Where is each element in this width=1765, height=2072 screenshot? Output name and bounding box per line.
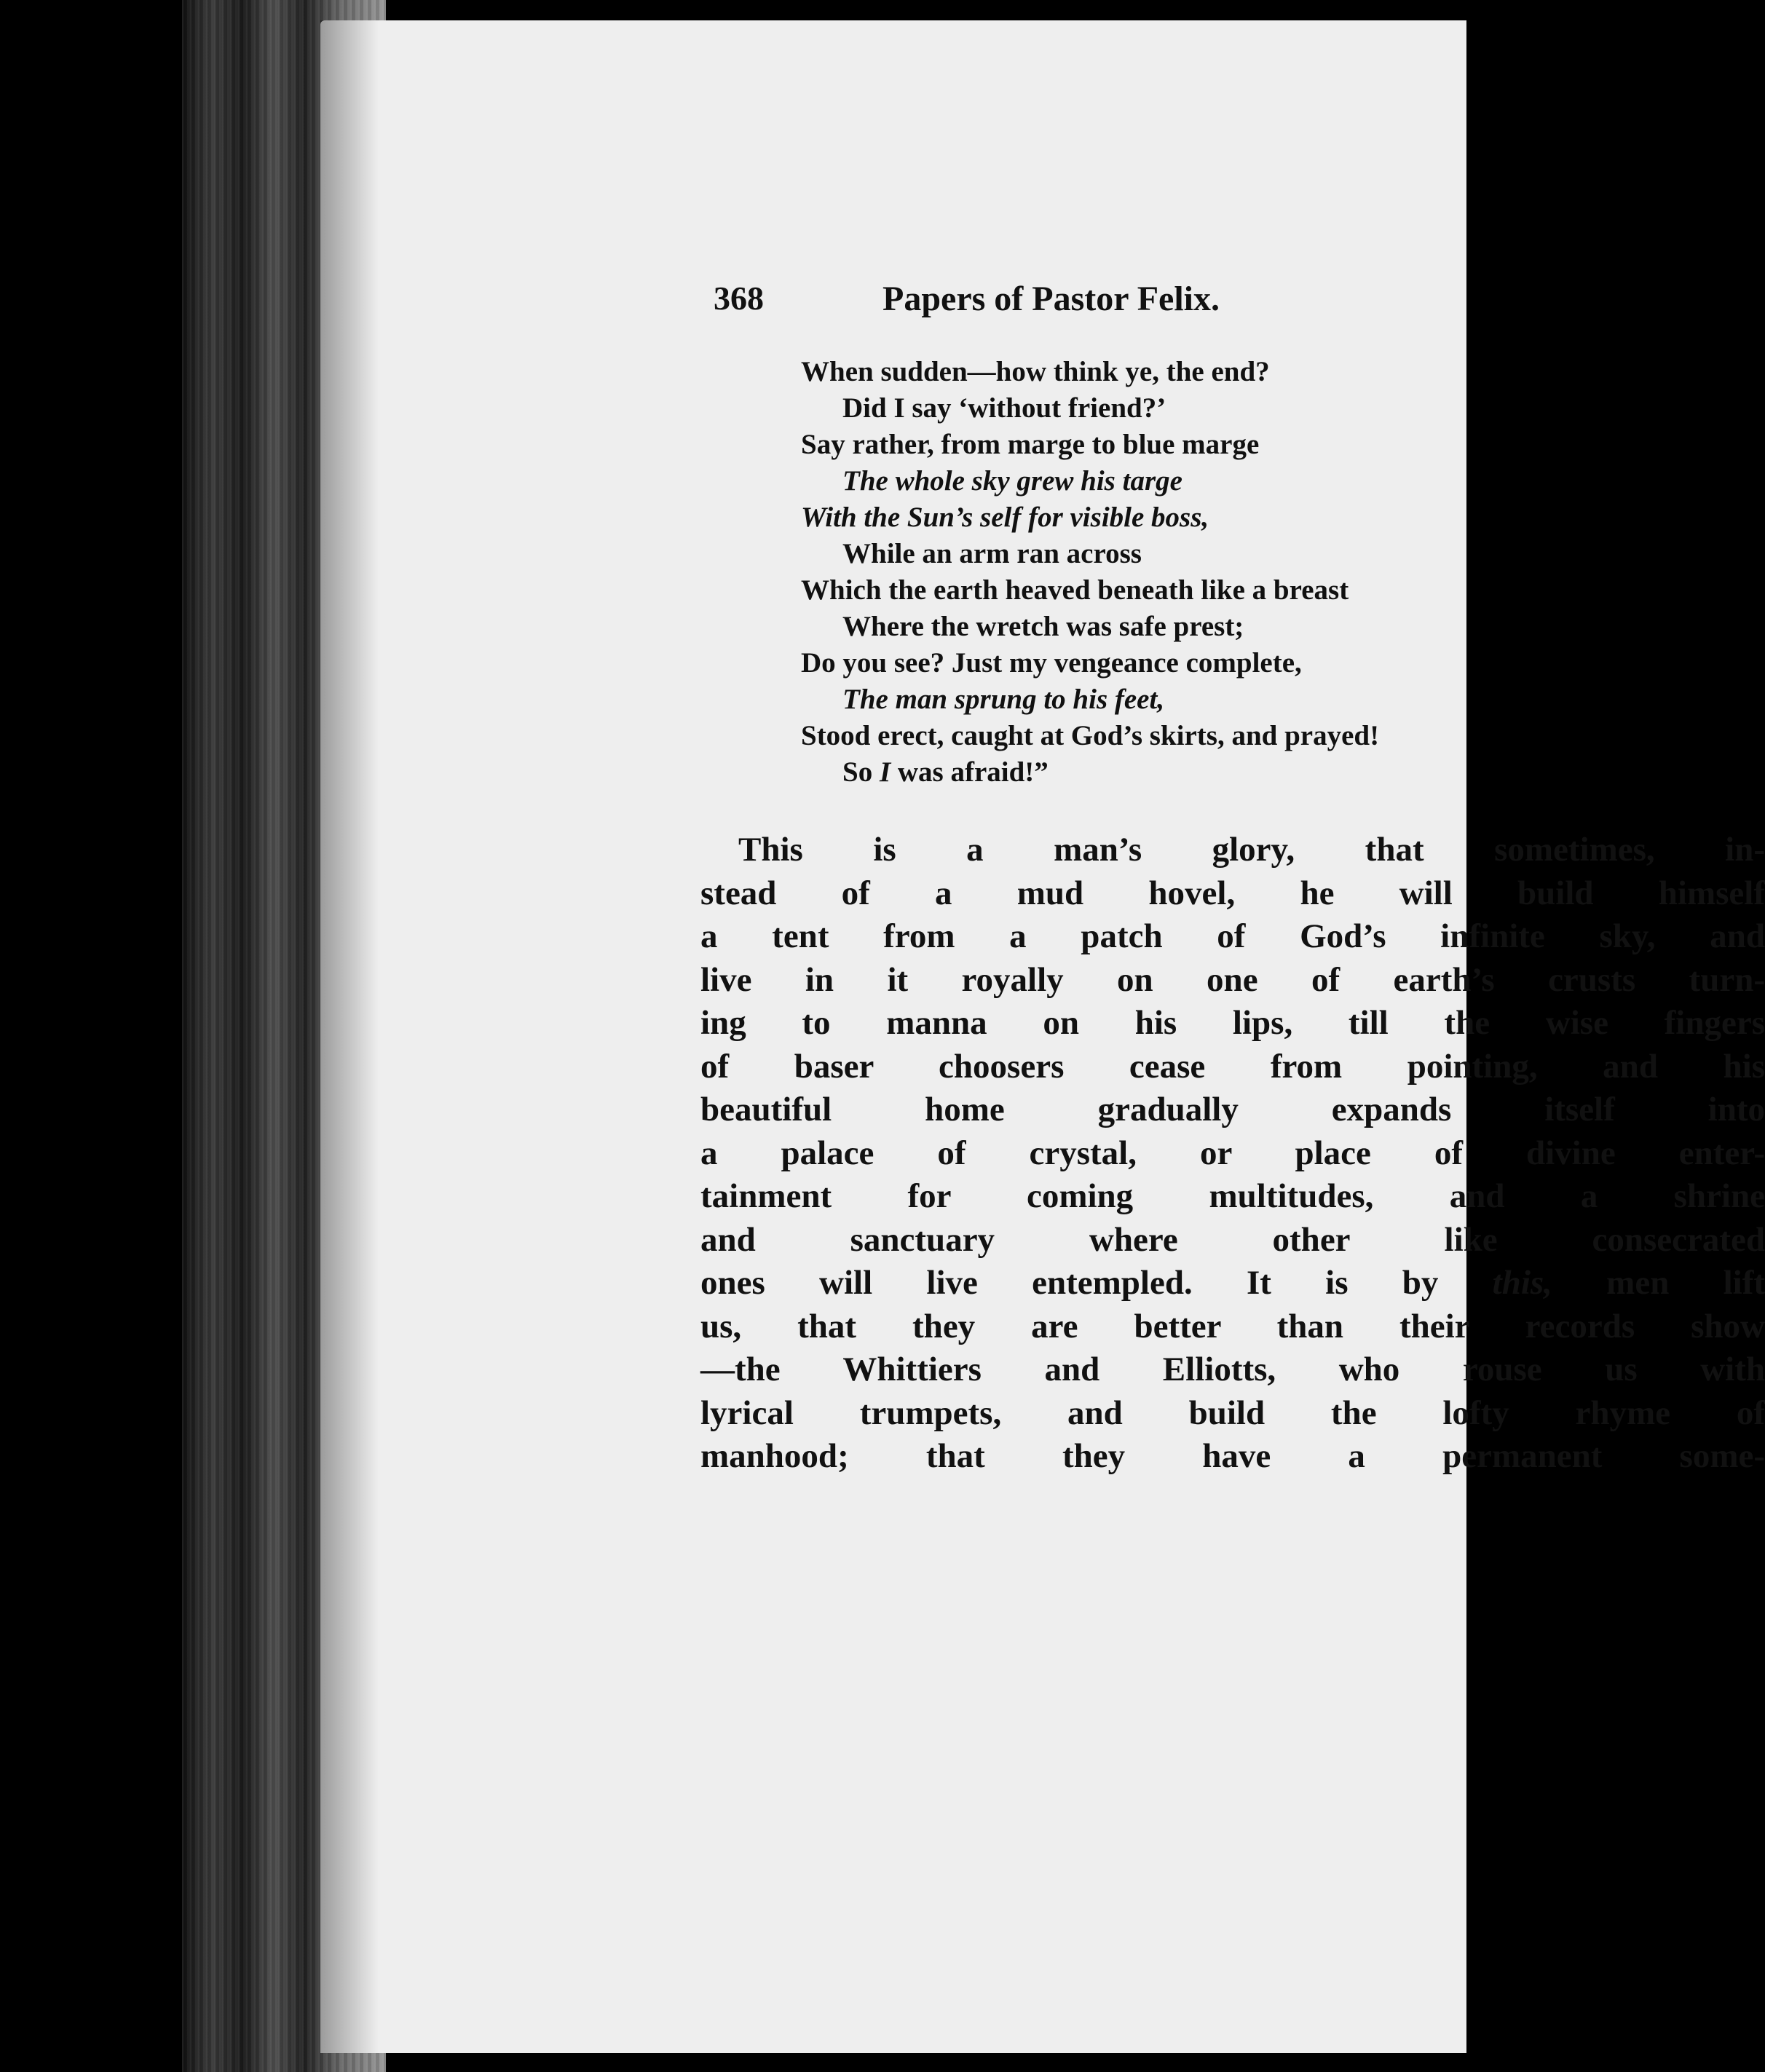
page-number: 368 xyxy=(714,280,764,317)
prose-line: and sanctuary where other like consecrated xyxy=(700,1220,1765,1259)
prose-line: lyrical trumpets, and build the lofty rhyme of xyxy=(700,1393,1765,1432)
poem-line: Where the wretch was safe prest; xyxy=(842,611,1244,642)
prose-line: of baser choosers cease from pointing, and his xyxy=(700,1047,1765,1086)
prose-paragraph xyxy=(700,829,1765,1479)
poem-line: The man sprung to his feet, xyxy=(842,684,1165,715)
poem-line: Did I say ‘without friend?’ xyxy=(842,392,1166,424)
poem-line: So I was afraid!” xyxy=(842,756,1049,788)
running-header xyxy=(320,279,1466,323)
prose-line: manhood; that they have a permanent some- xyxy=(700,1437,1765,1475)
prose-line: beautiful home gradually expands itself into xyxy=(700,1091,1765,1128)
poem-line: While an arm ran across xyxy=(842,538,1142,569)
emphasis-word: this, xyxy=(1492,1264,1552,1302)
prose-line: tainment for coming multitudes, and a shrine xyxy=(700,1177,1765,1215)
prose-line: This is a man’s glory, that sometimes, in- xyxy=(738,831,1765,869)
poem-line: The whole sky grew his targe xyxy=(842,465,1182,497)
poem-line: When sudden—how think ye, the end? xyxy=(801,356,1270,387)
poem-line: Stood erect, caught at God’s skirts, and prayed! xyxy=(801,720,1380,751)
prose-line: a palace of crystal, or place of divine enter- xyxy=(700,1134,1765,1172)
prose-line: us, that they are better than their records show xyxy=(700,1307,1765,1345)
poem-line: Which the earth heaved beneath like a breast xyxy=(801,574,1349,606)
prose-line: ones will live entempled. It is by this, men lift xyxy=(700,1264,1765,1302)
poem-line: Do you see? Just my vengeance complete, xyxy=(801,647,1302,679)
poem-line: Say rather, from marge to blue marge xyxy=(801,429,1260,460)
running-title: Papers of Pastor Felix. xyxy=(883,280,1220,318)
prose-line: a tent from a patch of God’s infinite sky, and xyxy=(700,917,1765,955)
poem-line: With the Sun’s self for visible boss, xyxy=(801,502,1209,533)
prose-line: —the Whittiers and Elliotts, who rouse us with xyxy=(700,1351,1765,1388)
prose-line: stead of a mud hovel, he will build himself xyxy=(700,874,1765,912)
book-page xyxy=(320,20,1765,2053)
prose-line: live in it royally on one of earth’s crusts turn- xyxy=(700,960,1765,999)
prose-line: ing to manna on his lips, till the wise fingers xyxy=(700,1004,1765,1042)
